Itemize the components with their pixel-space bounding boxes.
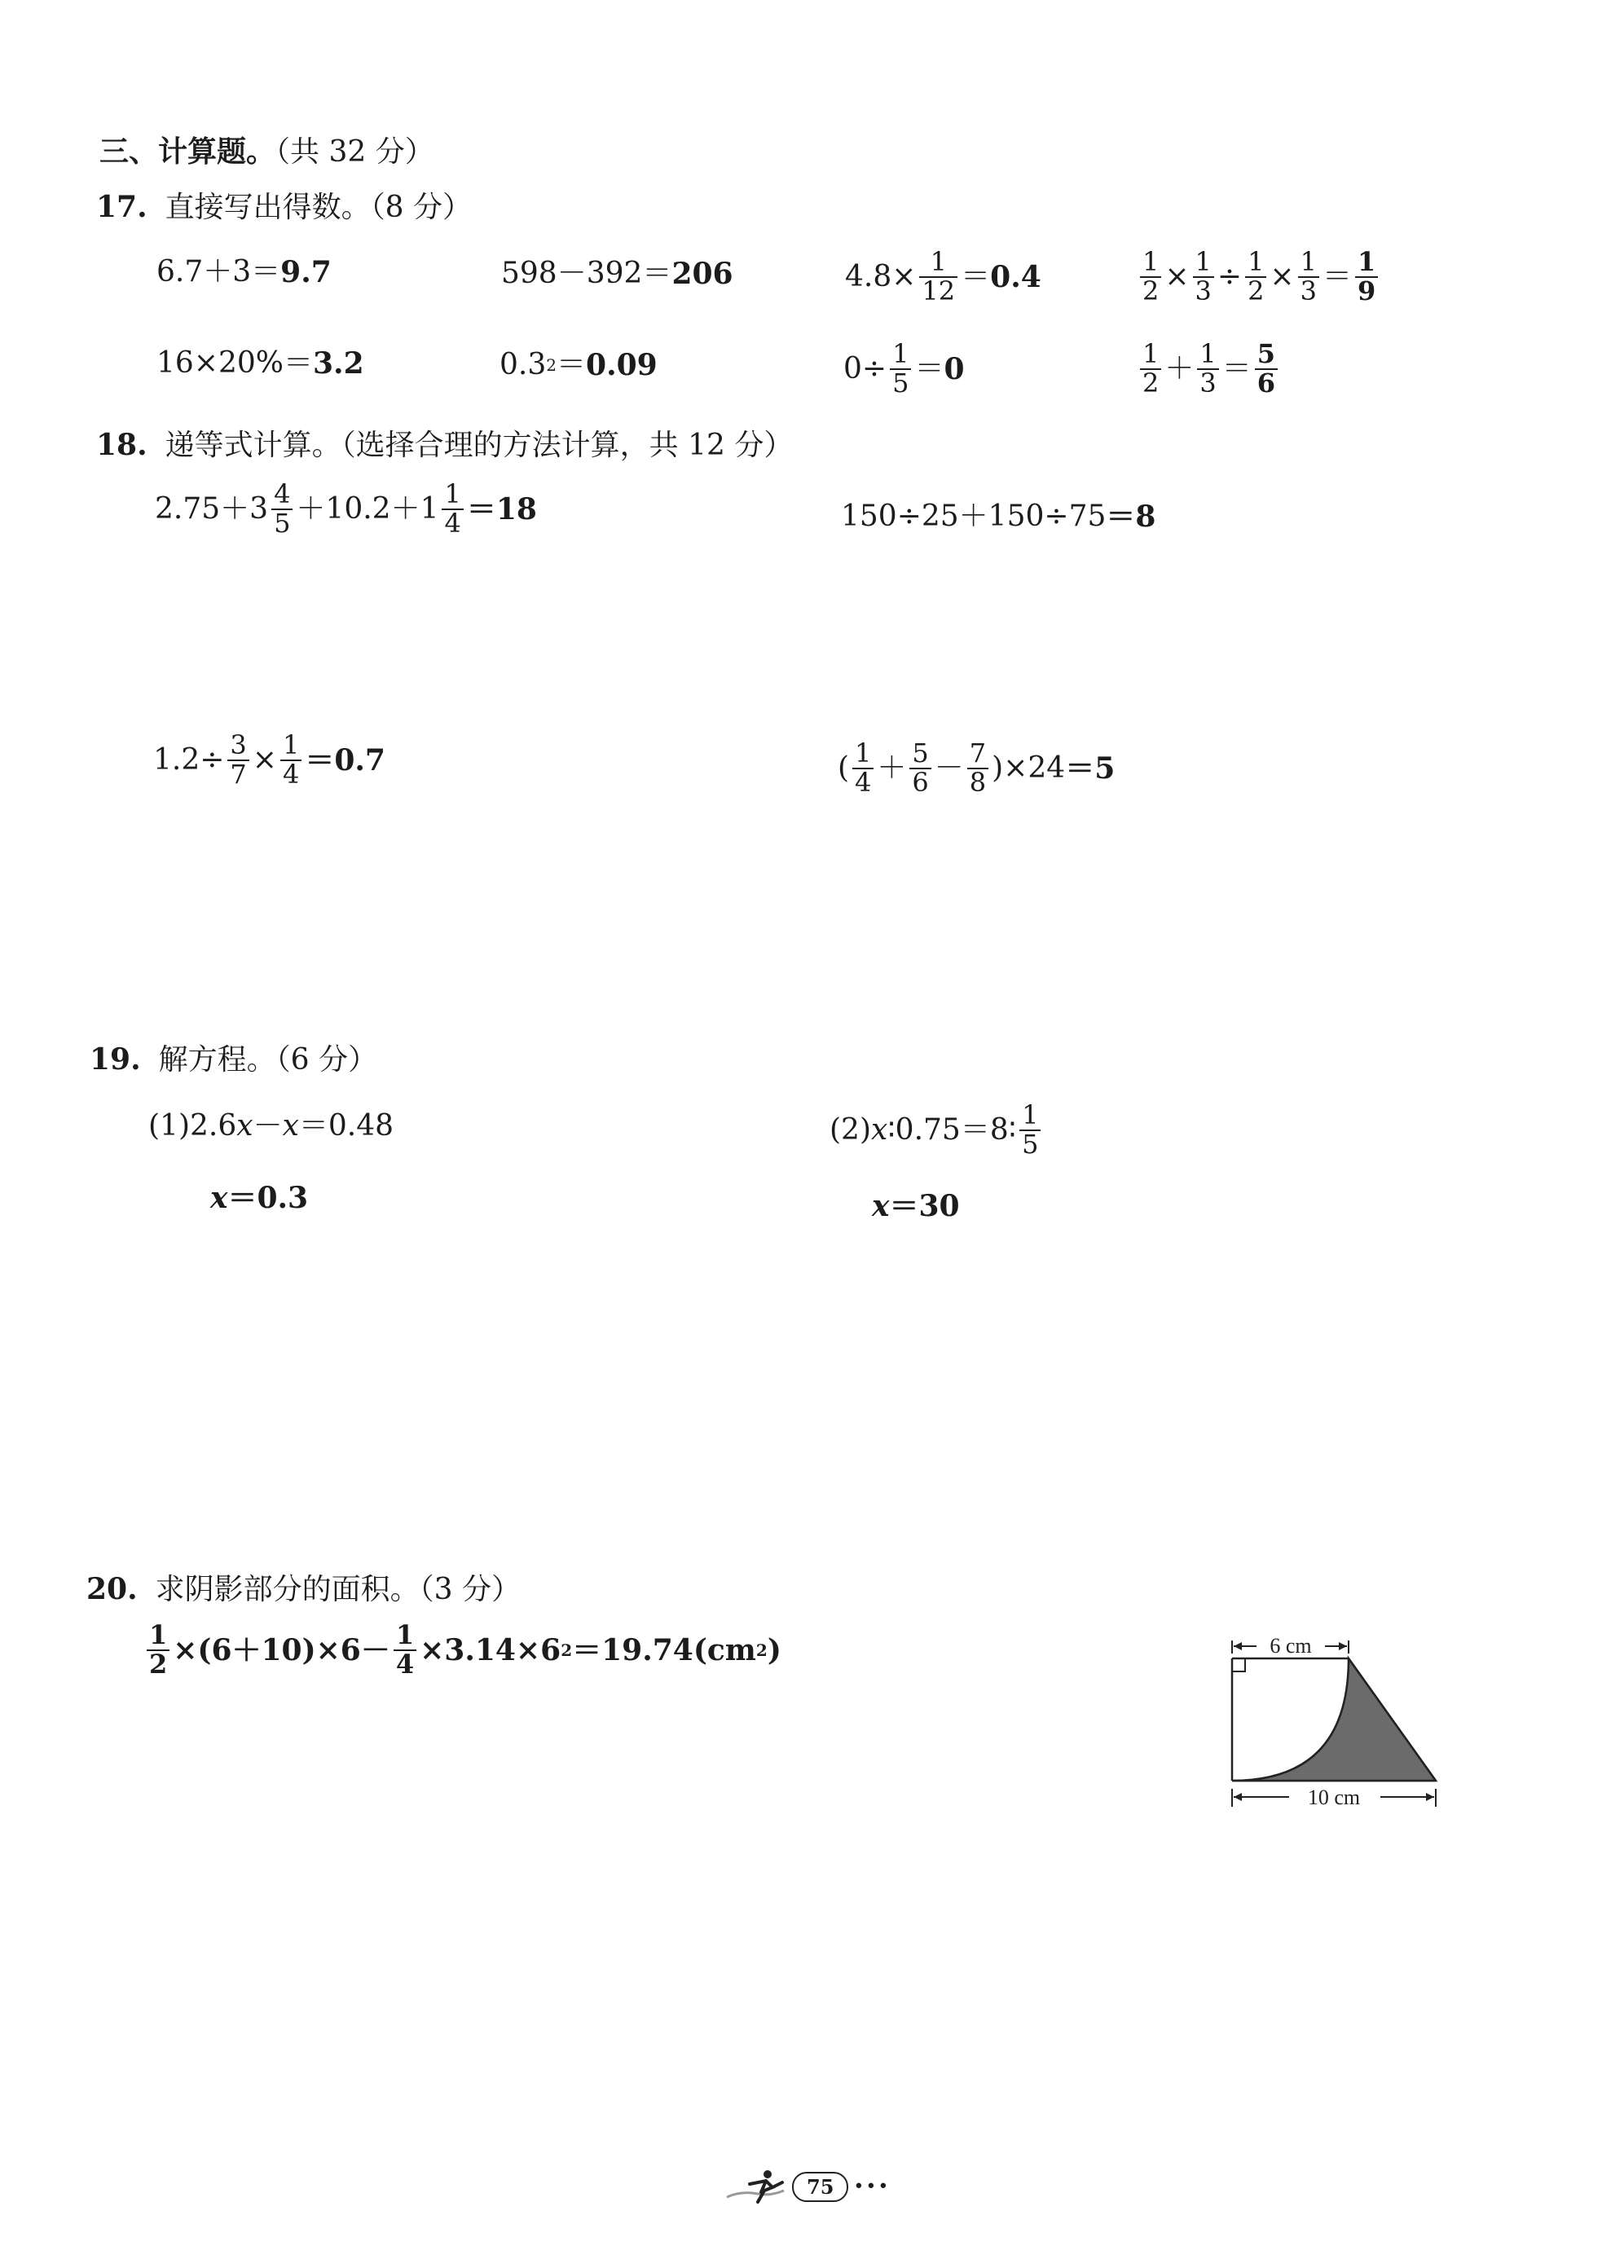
top-dimension-label: 6 cm <box>1270 1634 1312 1658</box>
numerator: 1 <box>282 729 300 760</box>
q19-number: 19. <box>90 1042 141 1077</box>
q19a-var-1: x <box>236 1109 253 1143</box>
q17d-op-3: × <box>1270 259 1295 293</box>
denominator: 6 <box>1255 368 1278 398</box>
numerator: 1 <box>1142 246 1160 277</box>
q20-exponent-1: 2 <box>561 1640 573 1660</box>
numerator: 1 <box>1195 246 1212 277</box>
q18-item-c <box>153 729 385 790</box>
q19-item-b <box>830 1099 1044 1160</box>
q17-item-f <box>500 350 658 380</box>
numerator: 1 <box>1357 246 1376 277</box>
q17h-answer <box>1255 338 1278 399</box>
q18d-op-1: ＋ <box>877 751 907 785</box>
q20-part-3: ＝19.74(cm <box>572 1632 756 1667</box>
q18c-answer: 0.7 <box>334 742 385 777</box>
q17f-eq: ＝ <box>557 348 587 381</box>
q17a-answer: 9.7 <box>280 255 332 289</box>
q20-part-1: ×(6＋10)×6－ <box>173 1632 390 1667</box>
q17-heading <box>96 184 472 226</box>
q20-part-4: ) <box>767 1632 781 1667</box>
page-number: 75 <box>807 2174 834 2199</box>
q18d-fraction-3 <box>967 740 988 796</box>
q19a-part-1: 2.6 <box>190 1109 237 1143</box>
denominator: 2 <box>1245 276 1266 306</box>
q17g-answer: 0 <box>944 351 965 386</box>
denominator: 3 <box>1197 368 1218 398</box>
page-number-badge <box>792 2172 848 2202</box>
q18c-fraction-2 <box>280 729 301 790</box>
denominator: 6 <box>909 768 931 797</box>
q18d-answer: 5 <box>1094 751 1116 786</box>
q17c-answer: 0.4 <box>990 259 1041 294</box>
q17c-pre: 4.8× <box>845 259 917 293</box>
q19b-answer: ＝30 <box>889 1189 960 1223</box>
denominator: 4 <box>394 1649 416 1679</box>
q18b-eq: ＝ <box>1106 500 1136 534</box>
q17e-expr: 16×20%＝ <box>156 346 313 380</box>
q17h-fraction-1 <box>1140 338 1161 399</box>
q19b-answer-var: x <box>872 1189 890 1223</box>
q17d-op-2: ÷ <box>1217 259 1243 293</box>
q18a-part-1: 2.75＋3 <box>155 491 269 526</box>
q19b-fraction <box>1019 1099 1041 1160</box>
q17f-pre: 0.3 <box>500 348 547 381</box>
numerator: 1 <box>395 1619 415 1650</box>
q17c-eq: ＝ <box>961 259 991 293</box>
q17g-fraction <box>890 338 911 399</box>
q17d-fraction-2 <box>1193 246 1214 306</box>
q17-item-d <box>1137 246 1381 306</box>
q19-answer-b <box>872 1191 960 1221</box>
section-title-text: 三、计算题。 <box>99 134 276 169</box>
q18-item-a <box>155 478 537 539</box>
denominator: 4 <box>280 760 301 789</box>
q17-number: 17. <box>96 190 147 224</box>
footer-dots: ••• <box>853 2176 891 2197</box>
q18d-right-part: )×24 <box>992 751 1066 785</box>
q20-part-2: ×3.14×6 <box>420 1632 561 1667</box>
q17-item-c <box>845 246 1041 306</box>
q18-item-b <box>841 500 1156 534</box>
q20-solution <box>143 1619 781 1680</box>
q17-item-b <box>501 257 733 291</box>
q17-item-g <box>843 338 965 399</box>
q19a-part-3: ＝0.48 <box>298 1109 394 1143</box>
q20-heading <box>86 1566 521 1608</box>
q19b-label: (2) <box>830 1112 871 1147</box>
q17h-eq: ＝ <box>1221 351 1252 385</box>
q18-item-d <box>838 740 1115 796</box>
q17b-expr: 598－392＝ <box>501 257 672 290</box>
q18a-eq: ＝ <box>466 491 496 526</box>
section-points: （共 32 分） <box>275 135 434 169</box>
q17-item-a <box>156 255 332 289</box>
q18a-fraction-2 <box>442 478 463 539</box>
q18c-eq: ＝ <box>305 742 335 777</box>
page-footer <box>725 2166 890 2207</box>
q17f-answer: 0.09 <box>586 348 658 382</box>
denominator: 7 <box>227 760 249 789</box>
q17-item-h <box>1137 338 1281 399</box>
q19a-part-2: － <box>253 1109 283 1143</box>
numerator: 1 <box>1199 338 1217 369</box>
numerator: 7 <box>969 738 987 768</box>
denominator: 5 <box>1019 1130 1041 1159</box>
numerator: 5 <box>1257 338 1276 369</box>
q18-number: 18. <box>96 428 147 462</box>
denominator: 5 <box>271 509 293 538</box>
q19-answer-a <box>210 1183 308 1213</box>
q18-text: 递等式计算。（选择合理的方法计算，共 12 分） <box>165 429 794 462</box>
q17-text: 直接写出得数。（8 分） <box>165 191 472 224</box>
numerator: 1 <box>149 1619 168 1650</box>
q20-fraction-1 <box>147 1619 169 1680</box>
q17d-fraction-3 <box>1245 246 1266 306</box>
q19a-answer: ＝0.3 <box>227 1181 309 1215</box>
numerator: 3 <box>230 729 247 760</box>
q19-item-a <box>148 1109 394 1143</box>
q18a-fraction-1 <box>271 478 293 539</box>
q17d-answer <box>1355 246 1378 306</box>
runner-logo-icon <box>725 2166 790 2207</box>
denominator: 4 <box>852 768 874 797</box>
q18d-op-2: － <box>934 751 964 785</box>
q17f-exponent: 2 <box>546 355 557 375</box>
q17a-expr: 6.7＋3＝ <box>156 255 281 288</box>
q17g-pre: 0÷ <box>843 351 887 385</box>
q19-heading <box>90 1037 377 1078</box>
numerator: 1 <box>1142 338 1160 369</box>
denominator: 2 <box>147 1649 169 1679</box>
numerator: 1 <box>1300 246 1317 277</box>
denominator: 12 <box>919 276 957 306</box>
numerator: 1 <box>892 338 909 369</box>
q19a-label: (1) <box>148 1109 190 1143</box>
q18-heading <box>96 422 793 464</box>
shaded-region <box>1232 1658 1436 1781</box>
q18c-op: × <box>252 742 277 777</box>
denominator: 2 <box>1140 276 1161 306</box>
numerator: 1 <box>930 246 947 277</box>
q18d-fraction-2 <box>909 740 931 796</box>
q20-fraction-2 <box>394 1619 416 1680</box>
denominator: 5 <box>890 368 911 398</box>
q17d-fraction-4 <box>1298 246 1319 306</box>
q17b-answer: 206 <box>671 257 733 291</box>
q19a-var-2: x <box>282 1109 299 1143</box>
q17d-fraction-1 <box>1140 246 1161 306</box>
denominator: 9 <box>1355 276 1378 306</box>
q19b-var: x <box>871 1112 888 1147</box>
q18d-eq: ＝ <box>1065 751 1095 786</box>
q17e-answer: 3.2 <box>313 346 364 381</box>
q18b-expr: 150÷25＋150÷75 <box>841 500 1107 533</box>
denominator: 8 <box>967 768 988 797</box>
q18b-answer: 8 <box>1135 500 1156 534</box>
denominator: 3 <box>1298 276 1319 306</box>
numerator: 5 <box>912 738 929 768</box>
numerator: 1 <box>1022 1099 1039 1130</box>
q17h-op-1: ＋ <box>1164 351 1195 385</box>
denominator: 2 <box>1140 368 1161 398</box>
q17c-fraction <box>919 246 957 306</box>
q20-figure <box>1222 1626 1459 1825</box>
q17d-op-1: × <box>1164 259 1190 293</box>
q18c-part-1: 1.2÷ <box>153 742 225 777</box>
q19a-answer-var: x <box>210 1181 228 1215</box>
q17g-eq: ＝ <box>914 351 944 385</box>
q18a-part-2: ＋10.2＋1 <box>296 491 439 526</box>
bottom-dimension-label: 10 cm <box>1307 1786 1361 1809</box>
q18c-fraction-1 <box>227 729 249 790</box>
q19-text: 解方程。（6 分） <box>158 1043 377 1077</box>
q20-exponent-2: 2 <box>755 1640 768 1660</box>
denominator: 4 <box>442 509 463 538</box>
q18a-answer: 18 <box>495 491 537 526</box>
q18d-left-paren: ( <box>838 751 850 785</box>
q17h-fraction-2 <box>1197 338 1218 399</box>
numerator: 4 <box>274 478 291 509</box>
numerator: 1 <box>444 478 461 509</box>
q20-text: 求阴影部分的面积。（3 分） <box>155 1573 521 1606</box>
q17d-eq: ＝ <box>1322 259 1352 293</box>
denominator: 3 <box>1193 276 1214 306</box>
numerator: 1 <box>855 738 872 768</box>
q18d-fraction-1 <box>852 740 874 796</box>
q19b-part-1: ∶0.75＝8∶ <box>887 1112 1017 1147</box>
numerator: 1 <box>1248 246 1265 277</box>
q20-number: 20. <box>86 1572 138 1606</box>
q17-item-e <box>156 346 364 381</box>
section-title <box>99 129 434 170</box>
